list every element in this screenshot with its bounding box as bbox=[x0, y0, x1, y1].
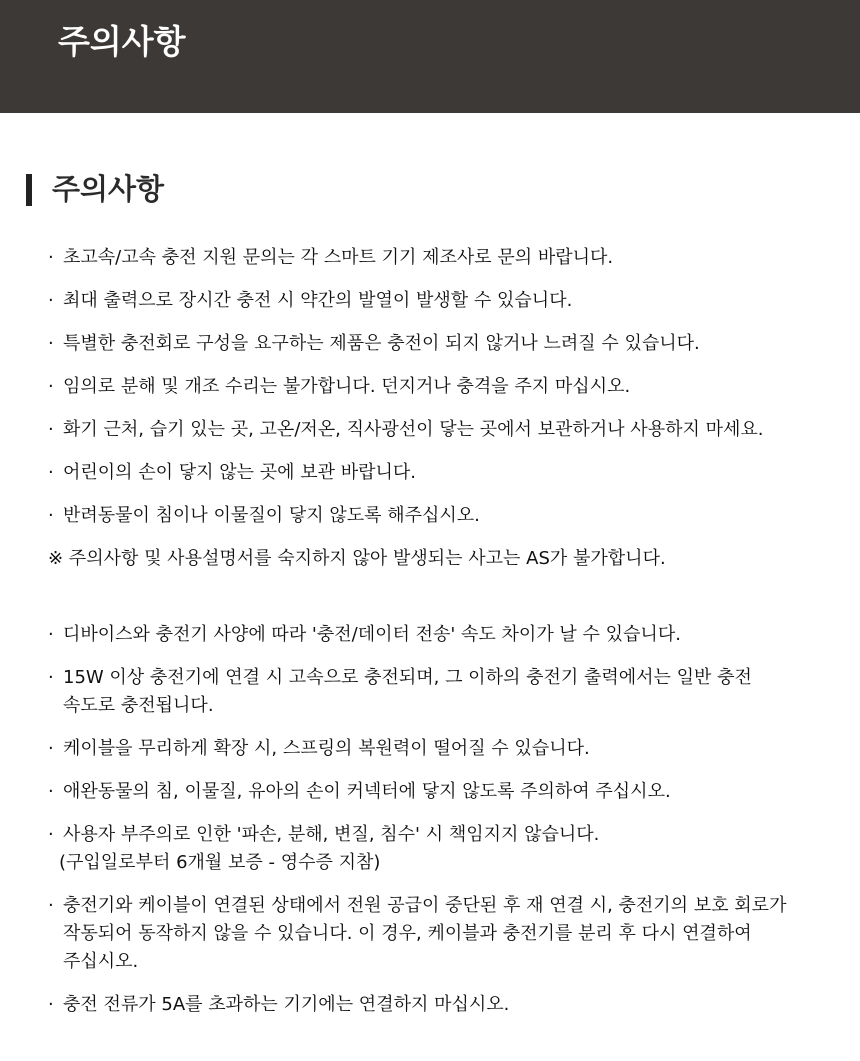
usage-text: 충전기와 케이블이 연결된 상태에서 전원 공급이 중단된 후 재 연결 시, 충전기의 보호 회로가 bbox=[63, 895, 787, 916]
header-title: 주의사항 bbox=[58, 22, 186, 61]
usage-text-continued: 주십시오. bbox=[63, 951, 139, 972]
bullet-dot: · bbox=[48, 994, 54, 1015]
caution-item bbox=[48, 502, 848, 530]
bullet-dot: · bbox=[48, 290, 54, 311]
usage-text-continued: 속도로 충전됩니다. bbox=[63, 695, 214, 716]
usage-text: 애완동물의 침, 이물질, 유아의 손이 커넥터에 닿지 않도록 주의하여 주십시오. bbox=[63, 781, 671, 802]
caution-text: 초고속/고속 충전 지원 문의는 각 스마트 기기 제조사로 문의 바랍니다. bbox=[63, 247, 614, 268]
usage-item bbox=[48, 821, 848, 877]
caution-text: 최대 출력으로 장시간 충전 시 약간의 발열이 발생할 수 있습니다. bbox=[63, 290, 573, 311]
usage-item bbox=[48, 735, 848, 763]
warning-note-text: ※ 주의사항 및 사용설명서를 숙지하지 않아 발생되는 사고는 AS가 불가합니다. bbox=[48, 548, 666, 569]
usage-item bbox=[48, 991, 848, 1019]
bullet-dot: · bbox=[48, 781, 54, 802]
caution-item bbox=[48, 244, 848, 272]
usage-text: 케이블을 무리하게 확장 시, 스프링의 복원력이 떨어질 수 있습니다. bbox=[63, 738, 590, 759]
page-header bbox=[0, 0, 860, 113]
caution-item bbox=[48, 373, 848, 401]
bullet-dot: · bbox=[48, 333, 54, 354]
usage-item bbox=[48, 892, 848, 976]
usage-text: 15W 이상 충전기에 연결 시 고속으로 충전되며, 그 이하의 충전기 출력에서는 일반 충전 bbox=[63, 667, 752, 688]
bullet-dot: · bbox=[48, 624, 54, 645]
usage-text: 디바이스와 충전기 사양에 따라 '충전/데이터 전송' 속도 차이가 날 수 있습니다. bbox=[63, 624, 681, 645]
bullet-dot: · bbox=[48, 895, 54, 916]
caution-text: 화기 근처, 습기 있는 곳, 고온/저온, 직사광선이 닿는 곳에서 보관하거나 사용하지 마세요. bbox=[63, 419, 764, 440]
bullet-dot: · bbox=[48, 505, 54, 526]
usage-item bbox=[48, 621, 848, 649]
bullet-dot: · bbox=[48, 667, 54, 688]
caution-text: 특별한 충전회로 구성을 요구하는 제품은 충전이 되지 않거나 느려질 수 있습니다. bbox=[63, 333, 700, 354]
caution-item bbox=[48, 287, 848, 315]
bullet-dot: · bbox=[48, 376, 54, 397]
caution-item bbox=[48, 416, 848, 444]
usage-item bbox=[48, 778, 848, 806]
section-title: 주의사항 bbox=[52, 172, 165, 206]
caution-item bbox=[48, 330, 848, 358]
usage-text-continued: 작동되어 동작하지 않을 수 있습니다. 이 경우, 케이블과 충전기를 분리 후 다시 연결하여 bbox=[63, 923, 752, 944]
usage-text: 충전 전류가 5A를 초과하는 기기에는 연결하지 마십시오. bbox=[63, 994, 510, 1015]
usage-item bbox=[48, 664, 848, 720]
usage-text: 사용자 부주의로 인한 '파손, 분해, 변질, 침수' 시 책임지지 않습니다. bbox=[63, 824, 600, 845]
caution-text: 반려동물이 침이나 이물질이 닿지 않도록 해주십시오. bbox=[63, 505, 480, 526]
caution-item bbox=[48, 459, 848, 487]
bullet-dot: · bbox=[48, 419, 54, 440]
bullet-dot: · bbox=[48, 738, 54, 759]
caution-text: 어린이의 손이 닿지 않는 곳에 보관 바랍니다. bbox=[63, 462, 417, 483]
caution-list bbox=[48, 244, 848, 1034]
bullet-dot: · bbox=[48, 247, 54, 268]
bullet-dot: · bbox=[48, 462, 54, 483]
warning-note bbox=[48, 545, 848, 573]
section-marker bbox=[26, 174, 32, 206]
bullet-dot: · bbox=[48, 824, 54, 845]
warranty-note: (구입일로부터 6개월 보증 - 영수증 지참) bbox=[59, 852, 381, 873]
caution-text: 임의로 분해 및 개조 수리는 불가합니다. 던지거나 충격을 주지 마십시오. bbox=[63, 376, 631, 397]
